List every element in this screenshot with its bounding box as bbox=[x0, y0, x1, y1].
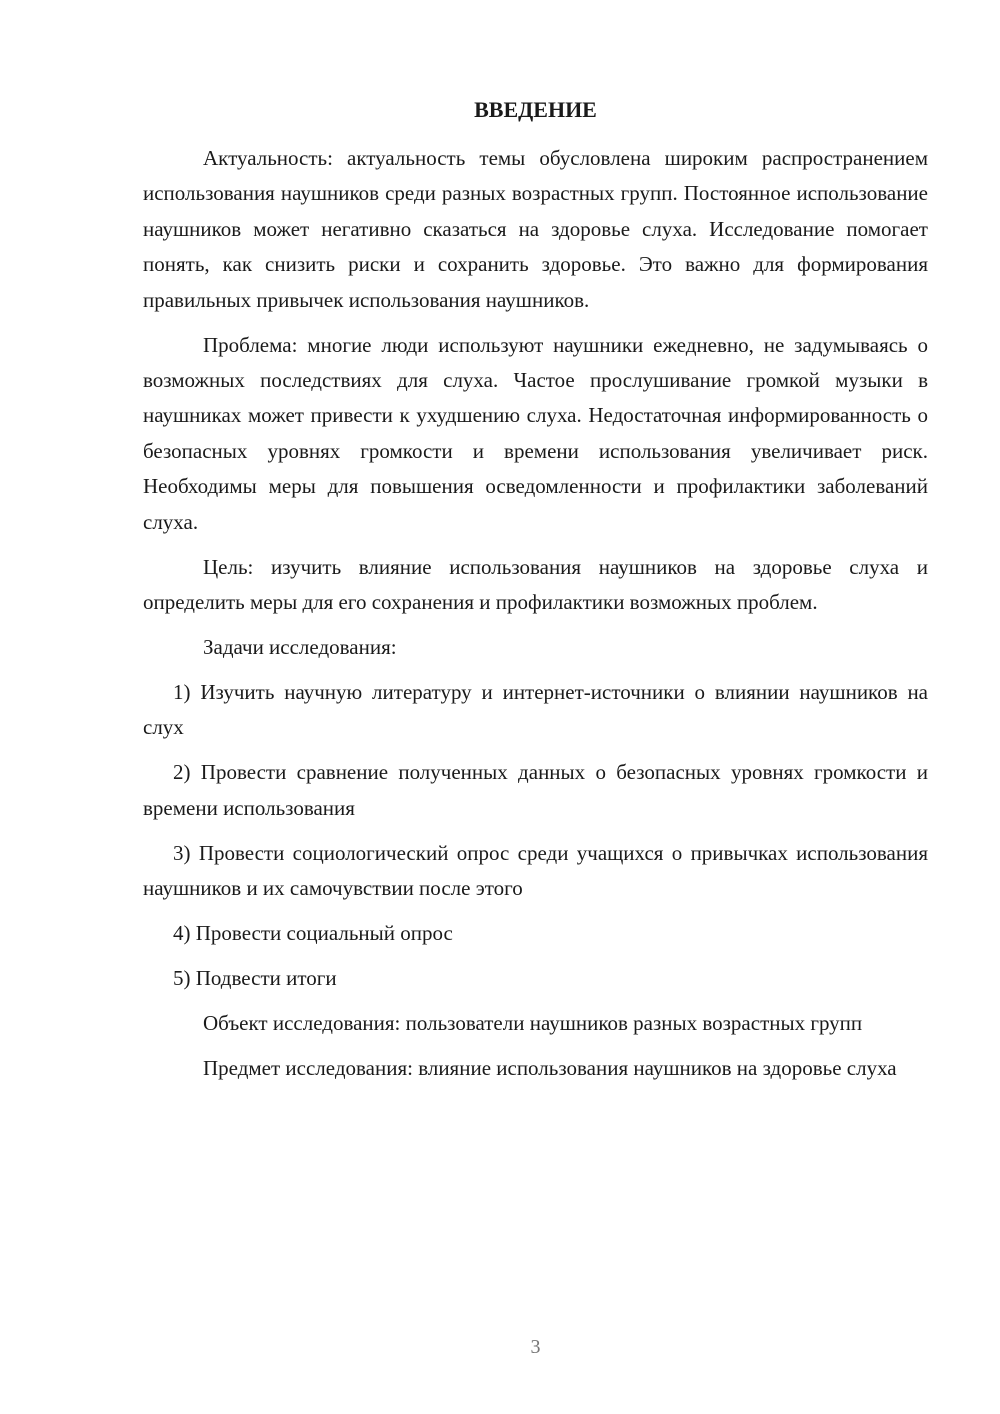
list-item-task-4: 4) Провести социальный опрос bbox=[173, 921, 453, 946]
page-number: 3 bbox=[530, 1336, 541, 1358]
paragraph-subject: Предмет исследования: влияние использования наушников на здоровье слуха bbox=[203, 1056, 897, 1081]
list-item-task-5: 5) Подвести итоги bbox=[173, 966, 337, 991]
paragraph-goal: Цель: изучить влияние использования наушников на здоровье слуха и определить меры для его сохранения и профилактики возможных проблем. bbox=[143, 554, 928, 615]
tasks-heading: Задачи исследования: bbox=[203, 635, 397, 660]
paragraph-relevance: Актуальность: актуальность темы обусловлена широким распространением использования наушников среди разных возрастных групп. Постоянное использование наушников может негативно сказаться на здоровье слуха. Исследование помогает понять, как снизить риски и сохранить здоровье. Это важно для формирования правильных привычек использования наушников. bbox=[143, 146, 928, 312]
list-item-task-1: 1) Изучить научную литературу и интернет-источники о влиянии наушников на слух bbox=[143, 680, 928, 740]
list-item-task-2: 2) Провести сравнение полученных данных о безопасных уровнях громкости и времени использования bbox=[143, 760, 928, 820]
paragraph-object: Объект исследования: пользователи наушников разных возрастных групп bbox=[203, 1011, 863, 1036]
document-page bbox=[143, 0, 928, 1414]
document-body bbox=[143, 141, 928, 1096]
paragraph-problem: Проблема: многие люди используют наушники ежедневно, не задумываясь о возможных последствиях для слуха. Частое прослушивание громкой музыки в наушниках может привести к ухудшению слуха. Недостаточная информированность о безопасных уровнях громкости и времени использования увеличивает риск. Необходимы меры для повышения осведомленности и профилактики заболеваний слуха. bbox=[143, 332, 928, 534]
page-title: ВВЕДЕНИЕ bbox=[474, 97, 597, 122]
list-item-task-3: 3) Провести социологический опрос среди учащихся о привычках использования наушников и их самочувствии после этого bbox=[143, 840, 928, 901]
